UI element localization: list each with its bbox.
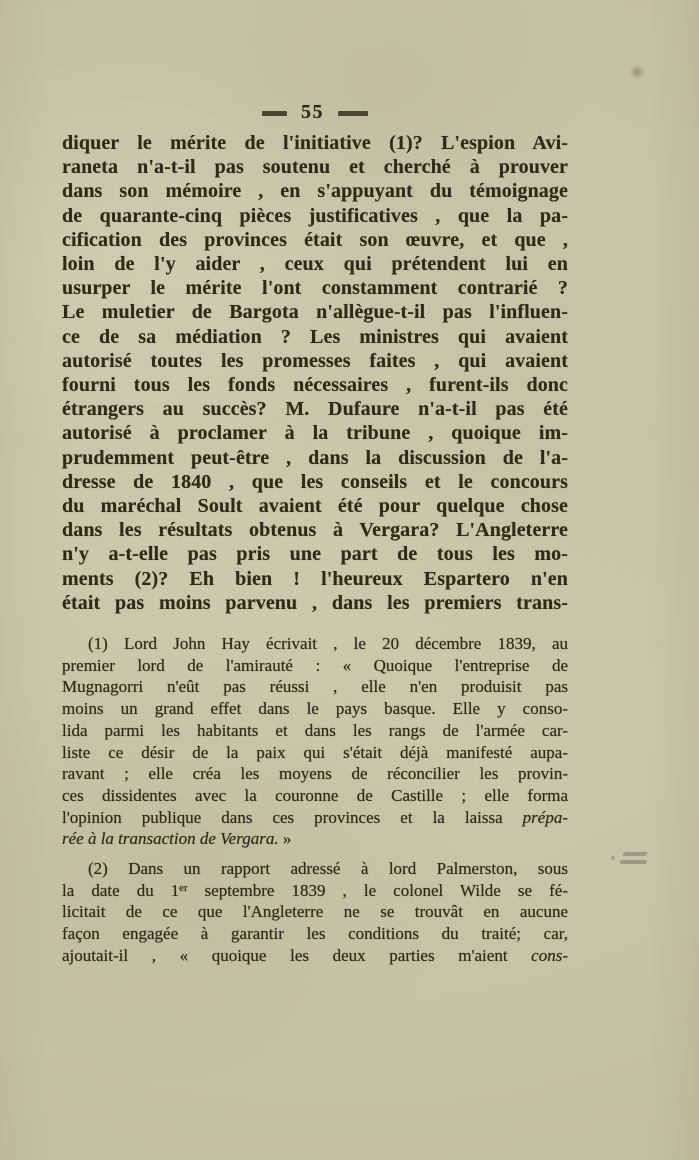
text-line bbox=[62, 720, 568, 742]
text-line bbox=[62, 276, 568, 300]
text-segment: licitait de ce que l'Angleterre ne se trouvât en aucune bbox=[62, 902, 568, 922]
text-segment: Mugnagorri n'eût pas réussi , elle n'en produisit pas bbox=[62, 677, 568, 697]
smudge-stroke bbox=[622, 852, 648, 856]
text-segment: dans les résultats obtenus à Vergara? L'Angleterre bbox=[62, 519, 568, 542]
text-line bbox=[62, 131, 568, 155]
text-line bbox=[62, 397, 568, 421]
text-line bbox=[62, 349, 568, 373]
text-segment: moins un grand effet dans le pays basque. Elle y conso- bbox=[62, 699, 568, 719]
page-header bbox=[62, 99, 568, 125]
text-segment: ces dissidentes avec la couronne de Castille ; elle forma bbox=[62, 785, 568, 805]
text-line bbox=[62, 373, 568, 397]
text-segment: (2) Dans un rapport adressé à lord Palmerston, sous bbox=[88, 859, 568, 878]
text-segment: était pas moins parvenu , dans les premiers trans- bbox=[62, 591, 568, 614]
italic-text: cons- bbox=[531, 945, 568, 965]
page-number-rule-left bbox=[262, 111, 287, 116]
superscript-text: er bbox=[179, 882, 188, 894]
text-line bbox=[62, 923, 568, 945]
text-segment: ajoutait-il , « quoique les deux parties m'aient bbox=[62, 945, 532, 965]
text-segment: dans son mémoire , en s'appuyant du témoignage bbox=[62, 180, 568, 203]
text-segment: autorisé toutes les promesses faites , qui avaient bbox=[62, 349, 568, 372]
text-line bbox=[62, 901, 568, 923]
italic-text: prépa- bbox=[522, 807, 568, 827]
text-segment: liste ce désir de la paix qui s'était déjà manifesté aupa- bbox=[62, 742, 568, 762]
text-segment: ce de sa médiation ? Les ministres qui avaient bbox=[62, 325, 568, 348]
text-line bbox=[62, 204, 568, 228]
text-segment: raneta n'a-t-il pas soutenu et cherché à prouver bbox=[62, 156, 568, 179]
text-segment: n'y a-t-elle pas pris une part de tous les mo- bbox=[62, 543, 568, 566]
text-line bbox=[62, 542, 568, 566]
text-segment: autorisé à proclamer à la tribune , quoique im- bbox=[62, 422, 568, 445]
footnote-1 bbox=[62, 633, 568, 850]
text-segment: loin de l'y aider , ceux qui prétendent lui en bbox=[62, 253, 568, 276]
text-segment: » bbox=[278, 829, 292, 849]
text-line bbox=[62, 155, 568, 179]
main-text bbox=[62, 131, 568, 615]
text-line bbox=[62, 945, 568, 967]
smudge-dot bbox=[611, 856, 615, 860]
text-line bbox=[62, 494, 568, 518]
smudge-stroke bbox=[620, 860, 648, 864]
text-line bbox=[62, 807, 568, 829]
text-segment: premier lord de l'amirauté : « Quoique l'entreprise de bbox=[62, 655, 568, 675]
text-line bbox=[62, 228, 568, 252]
text-line bbox=[62, 676, 568, 698]
text-line bbox=[62, 446, 568, 470]
text-line bbox=[62, 880, 568, 902]
text-line bbox=[62, 300, 568, 324]
text-segment: ravant ; elle créa les moyens de réconcilier les provin- bbox=[62, 764, 568, 784]
text-line bbox=[62, 785, 568, 807]
text-segment: de quarante-cinq pièces justificatives , que la pa- bbox=[62, 204, 568, 227]
text-line bbox=[62, 567, 568, 591]
text-segment: Le muletier de Bargota n'allègue-t-il pas l'influen- bbox=[62, 301, 568, 324]
text-line bbox=[62, 179, 568, 203]
text-segment: façon engagée à garantir les conditions du traité; car, bbox=[62, 924, 568, 944]
page-number-rule-right bbox=[338, 111, 368, 116]
text-segment: lida parmi les habitants et dans les rangs de l'armée car- bbox=[62, 720, 568, 740]
text-segment: dresse de 1840 , que les conseils et le concours bbox=[62, 470, 568, 493]
text-line bbox=[62, 698, 568, 720]
text-segment: ments (2)? Eh bien ! l'heureux Espartero n'en bbox=[62, 567, 568, 590]
text-segment: septembre 1839 , le colonel Wilde se fé- bbox=[187, 880, 568, 900]
text-line bbox=[62, 763, 568, 785]
text-segment: diquer le mérite de l'initiative (1)? L'espion Avi- bbox=[62, 132, 568, 154]
italic-text: rée à la transaction de Vergara. bbox=[62, 829, 279, 849]
text-line bbox=[62, 655, 568, 677]
text-line bbox=[62, 633, 568, 655]
text-segment: fourni tous les fonds nécessaires , furent-ils donc bbox=[62, 374, 568, 397]
text-line bbox=[62, 252, 568, 276]
text-segment: l'opinion publique dans ces provinces et la laissa bbox=[62, 807, 523, 827]
text-segment: étrangers au succès? M. Dufaure n'a-t-il pas été bbox=[62, 398, 568, 421]
text-line bbox=[62, 591, 568, 615]
page-number: 55 bbox=[301, 100, 324, 123]
text-segment: cification des provinces était son œuvre, et que , bbox=[62, 228, 568, 251]
text-segment: prudemment peut-être , dans la discussion de l'a- bbox=[62, 446, 568, 469]
text-line bbox=[62, 858, 568, 880]
text-line bbox=[62, 325, 568, 349]
foxing-spot bbox=[629, 64, 645, 80]
text-line bbox=[62, 518, 568, 542]
text-line bbox=[62, 828, 568, 850]
text-line bbox=[62, 470, 568, 494]
text-segment: la date du 1 bbox=[62, 880, 180, 900]
footnote-2 bbox=[62, 858, 568, 967]
text-segment: usurper le mérite l'ont constamment contrarié ? bbox=[62, 277, 568, 300]
text-line bbox=[62, 421, 568, 445]
text-segment: (1) Lord John Hay écrivait , le 20 décembre 1839, au bbox=[88, 634, 568, 653]
text-segment: du maréchal Soult avaient été pour quelque chose bbox=[62, 495, 568, 518]
pencil-smudge bbox=[611, 848, 655, 872]
text-line bbox=[62, 742, 568, 764]
